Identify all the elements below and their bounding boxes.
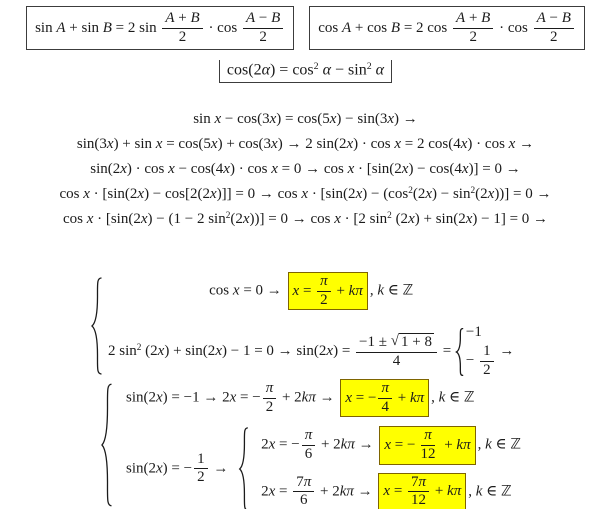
numerator xyxy=(293,474,314,493)
math-variable: x xyxy=(345,389,353,406)
numerator xyxy=(317,273,331,292)
math-text: + xyxy=(393,389,410,406)
fraction xyxy=(194,451,208,487)
math-variable: k xyxy=(475,483,483,500)
formula-box-cos-sum xyxy=(309,6,585,50)
math-variable: x xyxy=(106,136,114,152)
fraction xyxy=(243,10,283,46)
math-text: = xyxy=(390,483,407,500)
math-variable: A xyxy=(56,19,66,36)
math-text: sin(3 xyxy=(76,136,107,152)
math-text: = − xyxy=(352,389,377,406)
denominator xyxy=(480,362,494,380)
exponent: 2 xyxy=(313,61,319,72)
system2-nested-row-2 xyxy=(261,473,512,509)
math-text: = − xyxy=(391,437,416,454)
math-text: · [sin(2 xyxy=(93,211,141,228)
math-variable: x xyxy=(394,136,402,152)
fraction xyxy=(356,333,437,370)
math-text: 6 xyxy=(299,492,308,509)
math-variable: x xyxy=(242,211,250,228)
denominator xyxy=(317,292,331,310)
system1-rows xyxy=(108,272,514,380)
math-text: (2 xyxy=(391,211,409,228)
math-text: (2 xyxy=(475,186,488,203)
system2-case-sin-neg1 xyxy=(126,379,475,417)
denominator xyxy=(378,399,392,417)
cases-rows xyxy=(466,324,496,379)
math-variable: kπ xyxy=(456,437,471,454)
square-root xyxy=(391,333,434,352)
math-text: 2 xyxy=(483,362,491,379)
math-text: ) · cos xyxy=(467,136,509,152)
numerator xyxy=(421,427,435,446)
math-text: 7 xyxy=(296,473,304,490)
fraction xyxy=(534,10,574,46)
solution-system-2 xyxy=(100,379,521,509)
fraction xyxy=(408,474,429,509)
left-brace-icon xyxy=(100,383,114,507)
math-variable: x xyxy=(355,186,363,203)
math-variable: A xyxy=(245,10,256,26)
math-text: ) = xyxy=(333,343,355,360)
exponent: 2 xyxy=(366,61,372,72)
denominator xyxy=(194,469,208,487)
math-text: = 2 cos(4 xyxy=(401,136,461,152)
fraction xyxy=(302,427,316,463)
numerator xyxy=(534,10,574,29)
math-text: ∈ xyxy=(491,437,511,453)
math-text: + xyxy=(440,437,457,454)
system2-case-sin-neg-half xyxy=(126,426,521,509)
math-text: ) → 2 sin(2 xyxy=(277,136,347,152)
math-text: · cos xyxy=(204,19,241,36)
denominator xyxy=(176,29,190,47)
left-brace-icon xyxy=(238,427,250,509)
math-text: cos(2 xyxy=(226,61,262,79)
math-variable: x xyxy=(268,483,276,500)
math-text: 2 xyxy=(259,28,267,45)
math-variable: x xyxy=(292,282,300,299)
exponent: 2 xyxy=(225,211,231,222)
math-variable: kπ xyxy=(340,437,355,453)
math-text: = cos(5 xyxy=(162,136,211,152)
math-variable: x xyxy=(425,186,433,203)
math-text: , xyxy=(468,483,476,500)
numerator xyxy=(480,343,494,362)
math-text: = 0 → xyxy=(239,282,286,299)
math-variable: x xyxy=(168,161,175,177)
system1-case-quadratic xyxy=(108,324,514,379)
math-text: 1 + 8 xyxy=(400,334,432,351)
denominator xyxy=(297,492,311,509)
numerator xyxy=(408,474,429,493)
denominator xyxy=(256,29,270,47)
math-text: + xyxy=(332,282,349,299)
math-variable: x xyxy=(214,111,222,127)
integer-set-symbol: ℤ xyxy=(501,483,512,500)
numerator xyxy=(356,333,437,353)
math-text: ∈ xyxy=(445,389,464,406)
numerator xyxy=(162,10,202,29)
math-text: sin xyxy=(35,19,57,36)
math-text: 1 xyxy=(197,450,205,467)
numerator xyxy=(378,380,392,399)
math-text: = xyxy=(275,483,292,500)
math-text: ) − cos(4 xyxy=(408,161,462,177)
math-text: ) = −1 → 2 xyxy=(162,389,230,406)
fraction xyxy=(378,380,392,416)
math-text: → xyxy=(315,389,339,406)
denominator xyxy=(417,446,438,464)
math-text: cos xyxy=(318,19,342,36)
math-text: − xyxy=(255,10,272,26)
math-text: + xyxy=(174,10,191,26)
math-text: 2 xyxy=(261,437,269,453)
math-text: cos xyxy=(62,211,87,228)
math-text: cos xyxy=(59,186,84,203)
numerator xyxy=(263,380,277,399)
math-variable: x xyxy=(301,186,309,203)
math-text: , xyxy=(369,282,378,299)
math-text: ) · cos xyxy=(126,161,169,177)
denominator xyxy=(302,446,316,464)
math-text: ) → xyxy=(394,111,418,127)
math-variable: k xyxy=(485,437,492,453)
math-variable: x xyxy=(210,136,218,152)
fraction xyxy=(417,427,438,463)
math-text: − cos(4 xyxy=(174,161,224,177)
math-text: ) − sin(3 xyxy=(336,111,388,127)
math-variable: x xyxy=(401,161,409,177)
math-variable: B xyxy=(102,19,112,36)
math-variable: k xyxy=(438,389,446,406)
left-brace-icon xyxy=(455,328,465,376)
math-variable: x xyxy=(383,483,391,500)
math-variable: B xyxy=(561,10,571,26)
math-variable: x xyxy=(229,389,237,406)
denominator xyxy=(390,353,404,371)
math-text: 12 xyxy=(420,446,436,463)
math-text: (2 xyxy=(230,211,243,228)
math-text: + xyxy=(465,10,482,26)
math-variable: x xyxy=(408,211,415,228)
math-text: → xyxy=(209,460,233,477)
math-text: + 2 xyxy=(317,437,341,453)
math-variable: A xyxy=(342,19,352,36)
integer-set-symbol: ℤ xyxy=(463,389,475,406)
system1-case-cos-zero xyxy=(209,272,413,310)
radicand xyxy=(399,333,434,352)
numerator xyxy=(453,10,493,29)
exponent: 2 xyxy=(387,211,392,222)
math-text: = − xyxy=(236,389,261,406)
math-text: sin(2 xyxy=(90,161,121,177)
math-text: ∈ xyxy=(384,282,403,299)
math-variable: α xyxy=(322,61,332,79)
math-text: ))] = 0 → cos xyxy=(249,211,335,228)
math-text: = xyxy=(438,343,455,360)
highlight-box xyxy=(288,272,368,310)
math-text: (2 xyxy=(141,343,158,360)
math-variable: A xyxy=(165,10,175,26)
math-text: 4 xyxy=(381,398,389,415)
denominator xyxy=(408,492,429,509)
math-text: · [sin(2 xyxy=(308,186,356,203)
math-text: )]] = 0 → cos xyxy=(216,186,302,203)
math-text: 2 xyxy=(178,28,187,45)
fraction xyxy=(453,10,493,46)
math-text: → xyxy=(515,136,535,152)
left-brace-icon xyxy=(90,277,104,375)
math-variable: x xyxy=(156,460,163,477)
math-text: = − xyxy=(275,437,300,453)
fraction xyxy=(293,474,314,509)
integer-set-symbol: ℤ xyxy=(510,437,522,453)
math-text: ) + sin(2 xyxy=(414,211,466,228)
highlight-box xyxy=(379,426,475,464)
math-variable: x xyxy=(461,161,469,177)
math-text: + cos xyxy=(351,19,391,36)
math-variable: π xyxy=(424,427,432,444)
math-text: → xyxy=(354,437,378,453)
fraction xyxy=(162,10,202,46)
math-text: ) · cos xyxy=(229,161,272,177)
math-text: ) + cos(3 xyxy=(217,136,272,152)
cases-group xyxy=(455,324,496,379)
math-text: + 2 xyxy=(316,483,340,500)
math-text: 4 xyxy=(392,353,401,370)
math-variable: kπ xyxy=(301,389,316,406)
math-text: 2 xyxy=(265,398,274,415)
math-variable: kπ xyxy=(409,389,425,406)
math-text: − cos(3 xyxy=(221,111,270,127)
math-text: − xyxy=(545,10,562,26)
math-variable: x xyxy=(384,437,392,454)
math-variable: x xyxy=(223,161,230,177)
math-variable: B xyxy=(271,10,281,26)
math-text: −1 ± xyxy=(359,333,391,350)
math-variable: x xyxy=(346,136,354,152)
denominator xyxy=(466,29,480,47)
math-variable: x xyxy=(347,161,355,177)
math-variable: kπ xyxy=(447,483,462,500)
math-variable: x xyxy=(210,186,217,203)
math-text: 6 xyxy=(304,446,313,463)
math-variable: π xyxy=(303,473,312,490)
math-text: 2 xyxy=(261,483,269,500)
math-variable: x xyxy=(269,111,277,127)
math-text: · cos xyxy=(495,19,532,36)
math-text: → xyxy=(353,483,377,500)
math-text: ) + sin(2 xyxy=(164,343,216,360)
math-variable: x xyxy=(120,161,127,177)
derivation-line-2 xyxy=(77,136,534,153)
math-text: ) = cos xyxy=(269,61,314,79)
highlight-box xyxy=(378,473,466,509)
cases-row xyxy=(466,343,496,379)
math-variable: α xyxy=(261,61,270,79)
math-text: 7 xyxy=(411,473,419,490)
numerator xyxy=(243,10,283,29)
derivation-lines xyxy=(0,111,611,228)
math-text: − xyxy=(465,353,479,369)
math-variable: x xyxy=(268,437,276,453)
math-variable: x xyxy=(326,343,334,360)
math-text: sin(2 xyxy=(126,460,156,477)
math-text: 1 xyxy=(483,343,491,360)
fraction xyxy=(317,273,331,309)
math-variable: π xyxy=(381,380,389,396)
math-text: )] = 0 → xyxy=(468,161,521,177)
math-variable: x xyxy=(137,186,145,203)
math-text: = 2 cos xyxy=(400,19,452,36)
denominator xyxy=(263,399,277,417)
math-text: ) − (cos xyxy=(362,186,409,203)
math-text: 2 xyxy=(197,469,205,486)
derivation-line-1 xyxy=(193,111,418,128)
formula-box-sin-sum xyxy=(26,6,294,50)
math-variable: x xyxy=(156,389,163,406)
math-text: ) = − xyxy=(162,460,193,477)
math-text: sin(2 xyxy=(126,389,156,406)
math-text: = xyxy=(299,282,316,299)
math-text: ) − 1 = 0 → sin(2 xyxy=(221,343,327,360)
math-variable: B xyxy=(390,19,401,36)
math-text: ) − (1 − 2 sin xyxy=(147,211,226,228)
math-text: ) − cos[2(2 xyxy=(144,186,211,203)
math-variable: x xyxy=(157,343,165,360)
double-angle-row xyxy=(0,60,611,83)
math-variable: kπ xyxy=(348,282,363,299)
math-variable: x xyxy=(271,136,278,152)
math-variable: π xyxy=(418,473,427,490)
math-variable: x xyxy=(155,136,163,152)
system2-case-label xyxy=(126,451,232,487)
math-variable: π xyxy=(304,427,313,444)
integer-set-symbol: ℤ xyxy=(402,282,414,299)
fraction xyxy=(480,343,494,379)
highlight-box xyxy=(340,379,429,417)
fraction xyxy=(263,380,277,416)
math-variable: x xyxy=(215,343,222,360)
math-text: − sin xyxy=(331,61,367,79)
math-variable: α xyxy=(375,61,385,79)
math-variable: x xyxy=(387,111,395,127)
denominator xyxy=(547,29,561,47)
math-variable: B xyxy=(481,10,491,26)
numerator xyxy=(194,451,208,470)
math-text: 12 xyxy=(411,492,427,509)
math-text: · [sin(2 xyxy=(89,186,138,203)
math-text: 2 xyxy=(469,28,477,45)
solution-system-1 xyxy=(90,272,514,380)
derivation-line-4 xyxy=(59,186,551,203)
math-text: ))] = 0 → xyxy=(494,186,552,203)
math-variable: x xyxy=(487,186,495,203)
math-variable: x xyxy=(329,111,337,127)
math-text: −1 xyxy=(465,324,482,341)
system2-nested-row-1 xyxy=(261,426,521,464)
math-variable: x xyxy=(232,282,240,299)
math-text: sin xyxy=(193,111,215,127)
math-text: 2 xyxy=(550,28,558,45)
derivation-line-3 xyxy=(90,161,521,178)
math-text: + sin xyxy=(65,19,103,36)
math-text: 2 sin xyxy=(108,343,137,360)
math-variable: x xyxy=(271,161,278,177)
math-variable: kπ xyxy=(339,483,354,500)
math-text: 2 xyxy=(320,291,328,308)
math-text: · [sin(2 xyxy=(354,161,402,177)
exponent: 2 xyxy=(408,186,413,196)
math-text: = 2 sin xyxy=(111,19,161,36)
math-text: (2 xyxy=(412,186,426,203)
formula-box-double-angle xyxy=(219,60,392,83)
math-variable: A xyxy=(536,10,546,26)
exponent: 2 xyxy=(136,343,142,354)
math-variable: x xyxy=(140,211,148,228)
cases-row xyxy=(466,324,482,341)
math-text: = 0 → cos xyxy=(277,161,348,177)
math-variable: π xyxy=(320,273,328,289)
math-text: + xyxy=(431,483,448,500)
math-text: ) = cos(5 xyxy=(276,111,330,127)
numerator xyxy=(302,427,316,446)
math-variable: x xyxy=(465,211,473,228)
math-variable: x xyxy=(460,136,468,152)
system2-rows xyxy=(118,379,521,509)
exponent: 2 xyxy=(470,186,476,196)
math-text: → xyxy=(495,343,515,360)
math-variable: π xyxy=(265,380,274,396)
math-text: + 2 xyxy=(278,389,302,406)
math-text: ) − 1] = 0 → xyxy=(472,211,549,228)
math-text: , xyxy=(477,437,486,453)
math-variable: x xyxy=(508,136,516,152)
math-variable: B xyxy=(190,10,200,26)
system2-nested-rows xyxy=(256,426,521,509)
math-variable: x xyxy=(83,186,90,203)
math-variable: k xyxy=(377,282,385,299)
math-variable: A xyxy=(456,10,466,26)
formula-boxes-row xyxy=(0,6,611,50)
math-variable: x xyxy=(334,211,341,228)
math-text: cos xyxy=(209,282,233,299)
math-text: · [2 sin xyxy=(340,211,388,228)
math-text: ) + sin xyxy=(113,136,156,152)
radical-icon: √ xyxy=(390,333,399,350)
math-text: ∈ xyxy=(482,483,501,500)
math-variable: x xyxy=(86,211,94,228)
math-text: , xyxy=(431,389,439,406)
math-text: ) · cos xyxy=(353,136,395,152)
derivation-line-5 xyxy=(63,211,548,228)
math-text: ) − sin xyxy=(432,186,471,203)
